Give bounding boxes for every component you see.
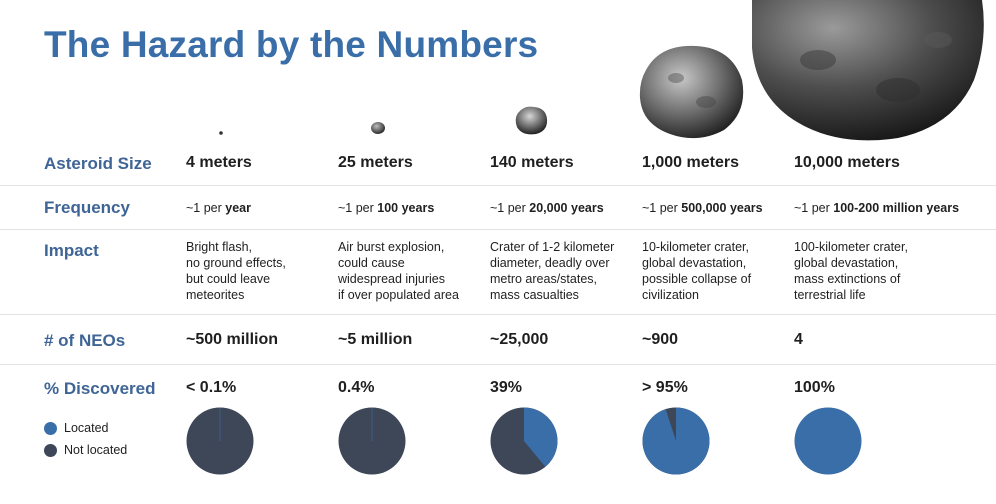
neos-cell: ~500 million xyxy=(186,331,279,348)
frequency-prefix: ~1 per xyxy=(794,201,830,215)
frequency-cell xyxy=(338,201,434,215)
asteroid-1000m-icon xyxy=(636,40,748,142)
row-label-neos: # of NEOs xyxy=(44,331,126,350)
discovered-cell: < 0.1% xyxy=(186,379,237,396)
size-cell: 1,000 meters xyxy=(642,154,739,171)
frequency-cell xyxy=(794,201,959,215)
impact-line: if over populated area xyxy=(338,288,459,302)
impact-line: Bright flash, xyxy=(186,240,253,254)
impact-line: no ground effects, xyxy=(186,256,286,270)
impact-cell xyxy=(490,239,614,303)
impact-line: mass extinctions of xyxy=(794,272,901,286)
impact-line: meteorites xyxy=(186,288,245,302)
impact-line: 100-kilometer crater, xyxy=(794,240,908,254)
impact-line: metro areas/states, xyxy=(490,272,597,286)
asteroid-10000m-icon xyxy=(748,0,986,142)
impact-line: mass casualties xyxy=(490,288,579,302)
pie-chart xyxy=(642,407,710,475)
legend-located xyxy=(44,421,108,435)
pie-slice-located xyxy=(795,408,862,475)
legend-not-located-label: Not located xyxy=(64,443,128,457)
discovered-cell: 100% xyxy=(794,379,835,396)
impact-line: widespread injuries xyxy=(338,272,446,286)
pie-slice-located xyxy=(643,408,710,475)
frequency-cell xyxy=(642,201,763,215)
neos-cell: ~900 xyxy=(642,331,679,348)
legend-not-located xyxy=(44,443,127,457)
discovered-cell: 0.4% xyxy=(338,379,375,396)
divider-frequency xyxy=(0,229,996,230)
neos-cell: ~25,000 xyxy=(490,331,549,348)
size-cell: 10,000 meters xyxy=(794,154,900,171)
page-title: The Hazard by the Numbers xyxy=(44,24,539,65)
neos-cell: ~5 million xyxy=(338,331,413,348)
legend-located-label: Located xyxy=(64,421,109,435)
impact-line: global devastation, xyxy=(642,256,747,270)
row-label-discovered: % Discovered xyxy=(44,379,156,398)
impact-line: civilization xyxy=(642,288,699,302)
frequency-cell xyxy=(186,201,251,215)
asteroid-140m-icon xyxy=(512,103,552,137)
row-label-size: Asteroid Size xyxy=(44,154,152,173)
frequency-prefix: ~1 per xyxy=(490,201,526,215)
divider-size xyxy=(0,185,996,186)
impact-cell xyxy=(186,239,286,303)
legend-located-swatch xyxy=(44,422,57,435)
divider-neos xyxy=(0,364,996,365)
frequency-prefix: ~1 per xyxy=(642,201,678,215)
impact-line: possible collapse of xyxy=(642,272,752,286)
neos-cell: 4 xyxy=(794,331,803,348)
impact-cell xyxy=(642,239,751,303)
impact-line: diameter, deadly over xyxy=(490,256,610,270)
discovered-cell: 39% xyxy=(490,379,523,396)
size-cell: 25 meters xyxy=(338,154,413,171)
discovered-cell: > 95% xyxy=(642,379,688,396)
divider-impact xyxy=(0,314,996,315)
asteroid-4m-icon xyxy=(218,130,224,136)
frequency-period: year xyxy=(225,201,252,215)
frequency-period: 100-200 million years xyxy=(833,201,960,215)
impact-line: could cause xyxy=(338,256,405,270)
row-label-frequency: Frequency xyxy=(44,198,130,217)
frequency-period: 100 years xyxy=(377,201,435,215)
legend-not-located-swatch xyxy=(44,444,57,457)
impact-line: but could leave xyxy=(186,272,271,286)
impact-line: Air burst explosion, xyxy=(338,240,445,254)
frequency-period: 500,000 years xyxy=(681,201,763,215)
frequency-prefix: ~1 per xyxy=(186,201,222,215)
frequency-prefix: ~1 per xyxy=(338,201,374,215)
pie-chart xyxy=(338,407,406,475)
size-cell: 4 meters xyxy=(186,154,252,171)
frequency-period: 20,000 years xyxy=(529,201,604,215)
impact-line: terrestrial life xyxy=(794,288,866,302)
pie-chart xyxy=(186,407,254,475)
impact-line: 10-kilometer crater, xyxy=(642,240,749,254)
impact-line: global devastation, xyxy=(794,256,899,270)
pie-chart xyxy=(794,407,862,475)
impact-cell xyxy=(794,239,908,303)
asteroid-25m-icon xyxy=(369,120,387,136)
row-label-impact: Impact xyxy=(44,241,99,260)
size-cell: 140 meters xyxy=(490,154,574,171)
impact-line: Crater of 1-2 kilometer xyxy=(490,240,615,254)
impact-cell xyxy=(338,239,459,303)
frequency-cell xyxy=(490,201,604,215)
pie-chart xyxy=(490,407,558,475)
